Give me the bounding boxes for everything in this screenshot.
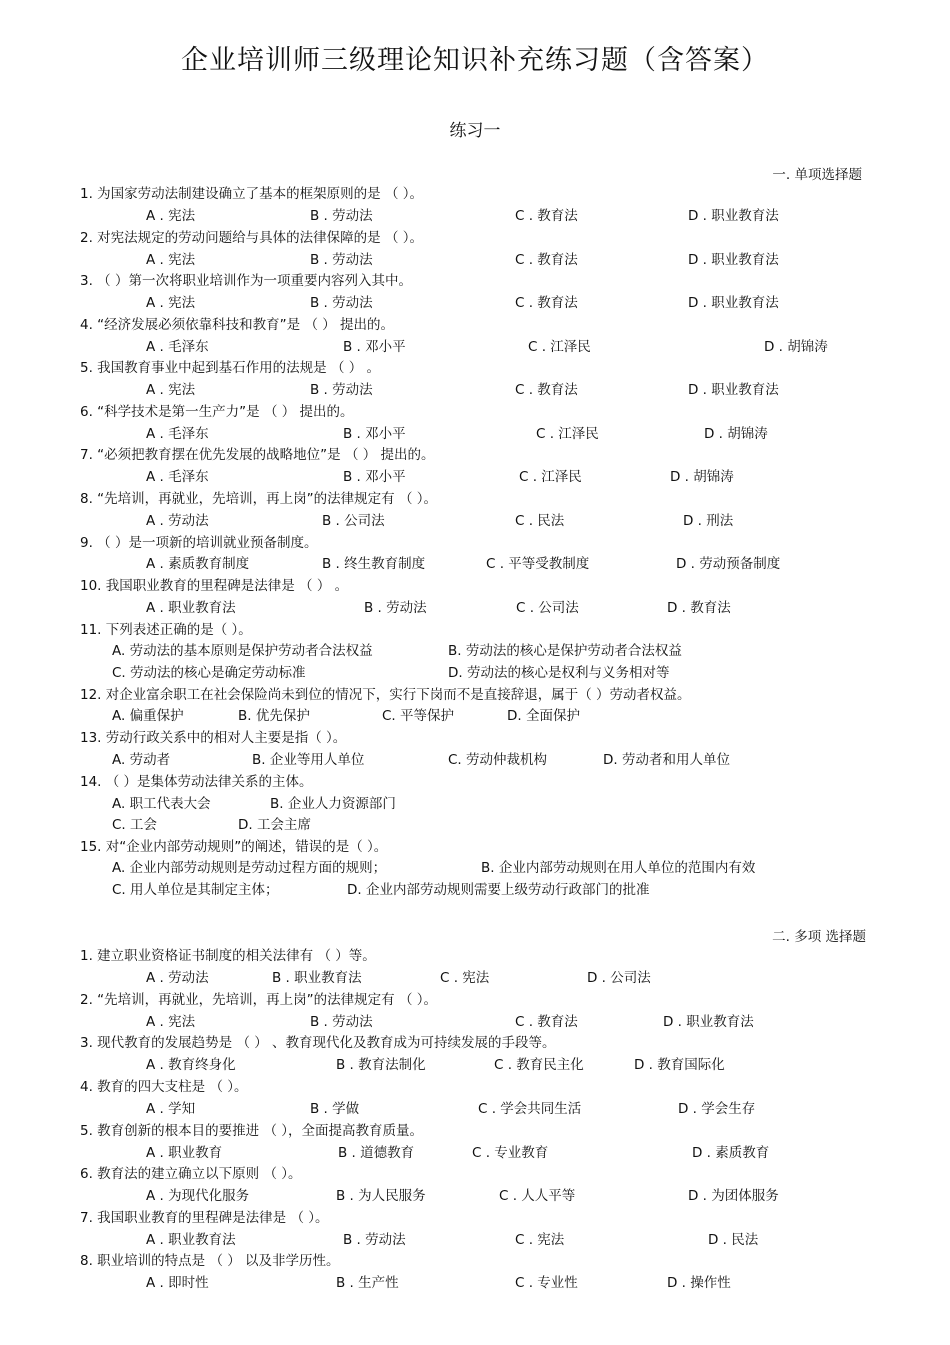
option-a: A . 宪法 bbox=[146, 295, 196, 311]
option-c: C . 教育法 bbox=[515, 208, 578, 224]
option-a: A . 宪法 bbox=[146, 1014, 196, 1030]
option-d: D. 企业内部劳动规则需要上级劳动行政部门的批准 bbox=[347, 882, 650, 898]
option-b: B. 企业等用人单位 bbox=[252, 752, 365, 768]
question-text: 13. 劳动行政关系中的相对人主要是指（ ）。 bbox=[80, 730, 347, 746]
option-c: C . 宪法 bbox=[515, 1232, 565, 1248]
question-text: 1. 为国家劳动法制建设确立了基本的框架原则的是 （ ）。 bbox=[80, 186, 424, 202]
option-d: D. 全面保护 bbox=[507, 708, 580, 724]
option-a: A . 职业教育 bbox=[146, 1145, 223, 1161]
option-a: A . 宪法 bbox=[146, 382, 196, 398]
option-a: A. 企业内部劳动规则是劳动过程方面的规则； bbox=[112, 860, 387, 876]
option-d: D . 为团体服务 bbox=[688, 1188, 779, 1204]
question-text: 14. （ ）是集体劳动法律关系的主体。 bbox=[80, 774, 313, 790]
option-b: B. 企业内部劳动规则在用人单位的范围内有效 bbox=[481, 860, 756, 876]
option-a: A . 素质教育制度 bbox=[146, 556, 250, 572]
option-c: C . 教育法 bbox=[515, 252, 578, 268]
option-d: D . 职业教育法 bbox=[688, 295, 779, 311]
option-d: D . 职业教育法 bbox=[688, 382, 779, 398]
option-a: A . 宪法 bbox=[146, 252, 196, 268]
question-text: 4. 教育的四大支柱是 （ ）。 bbox=[80, 1079, 248, 1095]
option-d: D . 操作性 bbox=[667, 1275, 731, 1291]
option-b: B. 企业人力资源部门 bbox=[270, 796, 396, 812]
option-b: B . 劳动法 bbox=[310, 295, 373, 311]
option-c: C . 人人平等 bbox=[499, 1188, 576, 1204]
option-d: D . 胡锦涛 bbox=[764, 339, 828, 355]
option-d: D. 工会主席 bbox=[238, 817, 311, 833]
question-text: 5. 我国教育事业中起到基石作用的法规是 （ ） 。 bbox=[80, 360, 381, 376]
option-a: A . 劳动法 bbox=[146, 513, 209, 529]
option-c: C . 教育法 bbox=[515, 382, 578, 398]
option-c: C. 劳动仲裁机构 bbox=[448, 752, 548, 768]
option-c: C . 教育民主化 bbox=[494, 1057, 584, 1073]
option-d: D . 公司法 bbox=[587, 970, 651, 986]
option-b: B . 为人民服务 bbox=[336, 1188, 426, 1204]
option-b: B . 邓小平 bbox=[343, 469, 406, 485]
option-d: D . 教育法 bbox=[667, 600, 731, 616]
option-c: C . 江泽民 bbox=[519, 469, 582, 485]
option-a: A . 劳动法 bbox=[146, 970, 209, 986]
option-b: B . 劳动法 bbox=[310, 1014, 373, 1030]
option-b: B . 道德教育 bbox=[338, 1145, 415, 1161]
section-heading-single-choice: 一. 单项选择题 bbox=[772, 167, 862, 183]
option-b: B . 公司法 bbox=[322, 513, 385, 529]
option-a: A . 教育终身化 bbox=[146, 1057, 236, 1073]
option-d: D . 职业教育法 bbox=[663, 1014, 754, 1030]
option-d: D. 劳动者和用人单位 bbox=[603, 752, 730, 768]
option-b: B . 教育法制化 bbox=[336, 1057, 426, 1073]
option-d: D . 职业教育法 bbox=[688, 208, 779, 224]
exercise-subtitle: 练习一 bbox=[449, 121, 501, 141]
option-c: C . 教育法 bbox=[515, 295, 578, 311]
option-b: B . 学做 bbox=[310, 1101, 360, 1117]
option-d: D . 学会生存 bbox=[678, 1101, 756, 1117]
option-b: B . 邓小平 bbox=[343, 339, 406, 355]
option-a: A. 偏重保护 bbox=[112, 708, 184, 724]
option-c: C . 江泽民 bbox=[536, 426, 599, 442]
option-c: C . 教育法 bbox=[515, 1014, 578, 1030]
option-b: B . 劳动法 bbox=[310, 252, 373, 268]
option-d: D . 教育国际化 bbox=[634, 1057, 725, 1073]
option-d: D . 刑法 bbox=[683, 513, 734, 529]
option-b: B . 劳动法 bbox=[310, 382, 373, 398]
question-text: 7. “必须把教育摆在优先发展的战略地位”是 （ ） 提出的。 bbox=[80, 447, 435, 463]
option-d: D . 胡锦涛 bbox=[670, 469, 734, 485]
question-text: 8. “先培训，再就业，先培训，再上岗”的法律规定有 （ ）。 bbox=[80, 491, 437, 507]
document-title: 企业培训师三级理论知识补充练习题（含答案） bbox=[181, 45, 769, 76]
option-c: C. 工会 bbox=[112, 817, 158, 833]
option-a: A . 毛泽东 bbox=[146, 339, 209, 355]
option-d: D . 民法 bbox=[708, 1232, 759, 1248]
option-c: C. 用人单位是其制定主体； bbox=[112, 882, 279, 898]
question-text: 3. 现代教育的发展趋势是 （ ） 、教育现代化及教育成为可持续发展的手段等。 bbox=[80, 1035, 556, 1051]
option-a: A . 职业教育法 bbox=[146, 600, 236, 616]
question-text: 10. 我国职业教育的里程碑是法律是 （ ） 。 bbox=[80, 578, 349, 594]
option-a: A . 学知 bbox=[146, 1101, 196, 1117]
option-c: C . 公司法 bbox=[516, 600, 579, 616]
option-a: A . 即时性 bbox=[146, 1275, 209, 1291]
question-text: 6. “科学技术是第一生产力”是 （ ） 提出的。 bbox=[80, 404, 354, 420]
question-text: 6. 教育法的建立确立以下原则 （ ）。 bbox=[80, 1166, 302, 1182]
option-c: C . 平等受教制度 bbox=[486, 556, 590, 572]
option-b: B . 劳动法 bbox=[364, 600, 427, 616]
question-text: 2. “先培训，再就业，先培训，再上岗”的法律规定有 （ ）。 bbox=[80, 992, 437, 1008]
option-a: A. 劳动法的基本原则是保护劳动者合法权益 bbox=[112, 643, 373, 659]
option-c: C . 宪法 bbox=[440, 970, 490, 986]
option-b: B . 职业教育法 bbox=[272, 970, 362, 986]
option-b: B . 邓小平 bbox=[343, 426, 406, 442]
option-a: A . 为现代化服务 bbox=[146, 1188, 250, 1204]
section-heading-multiple-choice: 二. 多项 选择题 bbox=[772, 929, 866, 945]
option-c: C. 劳动法的核心是确定劳动标准 bbox=[112, 665, 306, 681]
question-text: 12. 对企业富余职工在社会保险尚未到位的情况下，实行下岗而不是直接辞退，属于（ ）劳动者权益。 bbox=[80, 687, 691, 703]
option-d: D . 胡锦涛 bbox=[704, 426, 768, 442]
question-text: 15. 对“企业内部劳动规则”的阐述，错误的是（ ）。 bbox=[80, 839, 388, 855]
question-text: 7. 我国职业教育的里程碑是法律是 （ ）。 bbox=[80, 1210, 329, 1226]
option-c: C . 专业性 bbox=[515, 1275, 578, 1291]
option-b: B . 生产性 bbox=[336, 1275, 399, 1291]
option-a: A . 职业教育法 bbox=[146, 1232, 236, 1248]
option-b: B . 劳动法 bbox=[343, 1232, 406, 1248]
option-c: C . 民法 bbox=[515, 513, 565, 529]
question-text: 5. 教育创新的根本目的要推进 （ ），全面提高教育质量。 bbox=[80, 1123, 424, 1139]
option-b: B. 优先保护 bbox=[238, 708, 310, 724]
option-a: A . 毛泽东 bbox=[146, 469, 209, 485]
option-c: C. 平等保护 bbox=[382, 708, 455, 724]
option-b: B. 劳动法的核心是保护劳动者合法权益 bbox=[448, 643, 682, 659]
option-a: A. 劳动者 bbox=[112, 752, 171, 768]
option-c: C . 江泽民 bbox=[528, 339, 591, 355]
question-text: 2. 对宪法规定的劳动问题给与具体的法律保障的是 （ ）。 bbox=[80, 230, 424, 246]
option-a: A . 毛泽东 bbox=[146, 426, 209, 442]
question-text: 9. （ ）是一项新的培训就业预备制度。 bbox=[80, 535, 318, 551]
question-text: 8. 职业培训的特点是 （ ） 以及非学历性。 bbox=[80, 1253, 340, 1269]
option-d: D. 劳动法的核心是权利与义务相对等 bbox=[448, 665, 670, 681]
question-text: 3. （ ）第一次将职业培训作为一项重要内容列入其中。 bbox=[80, 273, 412, 289]
option-c: C . 专业教育 bbox=[472, 1145, 549, 1161]
question-text: 11. 下列表述正确的是（ ）。 bbox=[80, 622, 252, 638]
option-d: D . 劳动预备制度 bbox=[676, 556, 781, 572]
option-b: B . 劳动法 bbox=[310, 208, 373, 224]
option-a: A. 职工代表大会 bbox=[112, 796, 211, 812]
question-text: 4. “经济发展必须依靠科技和教育”是 （ ） 提出的。 bbox=[80, 317, 395, 333]
option-c: C . 学会共同生活 bbox=[478, 1101, 582, 1117]
option-d: D . 职业教育法 bbox=[688, 252, 779, 268]
question-text: 1. 建立职业资格证书制度的相关法律有 （ ）等。 bbox=[80, 948, 376, 964]
option-b: B . 终生教育制度 bbox=[322, 556, 426, 572]
option-a: A . 宪法 bbox=[146, 208, 196, 224]
option-d: D . 素质教育 bbox=[692, 1145, 770, 1161]
